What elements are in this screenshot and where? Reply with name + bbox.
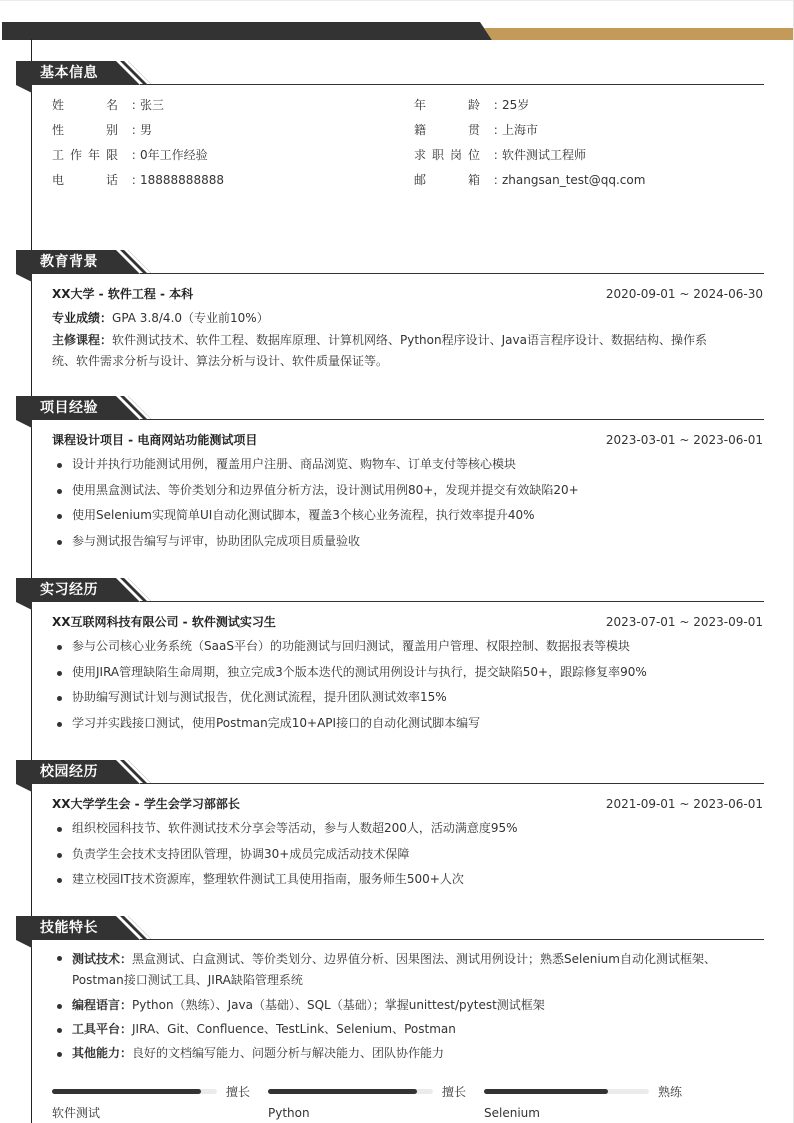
skill-bar-fill bbox=[268, 1089, 417, 1094]
section-rule bbox=[140, 84, 764, 85]
header-banner-gold bbox=[484, 28, 793, 40]
info-label-char: 姓 bbox=[52, 98, 65, 112]
section-fold bbox=[16, 274, 32, 282]
skill-level: 擅长 bbox=[226, 1085, 251, 1099]
info-row bbox=[414, 143, 714, 167]
info-label-char: 岗 bbox=[449, 148, 462, 162]
info-value: 18888888888 bbox=[140, 173, 224, 187]
skill-text: 黑盒测试、白盒测试、等价类划分、边界值分析、因果图法、测试用例设计；熟悉Selenium自动化测试框架、 bbox=[132, 952, 716, 966]
entry-date: 2023-03-01 ~ 2023-06-01 bbox=[605, 433, 763, 447]
list-item bbox=[52, 947, 763, 993]
list-item: 学习并实践接口测试，使用Postman完成10+API接口的自动化测试脚本编写 bbox=[52, 711, 763, 737]
section-title: 教育背景 bbox=[40, 254, 98, 270]
skill-text-2: Postman接口测试工具、JIRA缺陷管理系统 bbox=[72, 973, 303, 987]
list-item: 参与公司核心业务系统（SaaS平台）的功能测试与回归测试，覆盖用户管理、权限控制、数据报表等模块 bbox=[52, 634, 763, 660]
section-title: 项目经验 bbox=[40, 400, 98, 416]
info-label-char: 籍 bbox=[414, 123, 427, 137]
info-label-char: 话 bbox=[105, 173, 118, 187]
list-item bbox=[52, 1017, 763, 1041]
info-colon: ： bbox=[131, 173, 144, 187]
info-row bbox=[52, 168, 352, 192]
info-label-char: 年 bbox=[414, 98, 427, 112]
skill-name: Python bbox=[268, 1106, 310, 1120]
section-title: 实习经历 bbox=[40, 582, 98, 598]
skill-label: 工具平台： bbox=[72, 1022, 133, 1036]
list-item: 参与测试报告编写与评审，协助团队完成项目质量验收 bbox=[52, 529, 763, 555]
entry-title: 课程设计项目 - 电商网站功能测试项目 bbox=[52, 433, 258, 447]
section-header bbox=[0, 250, 794, 278]
info-label-char: 别 bbox=[105, 123, 118, 137]
section-fold bbox=[16, 85, 32, 93]
info-value: 男 bbox=[140, 123, 153, 137]
info-value: 上海市 bbox=[502, 123, 539, 137]
entry-title: XX大学 - 软件工程 - 本科 bbox=[52, 287, 194, 301]
section-fold bbox=[16, 420, 32, 428]
list-item: 使用黑盒测试法、等价类划分和边界值分析方法，设计测试用例80+，发现并提交有效缺陷20+ bbox=[52, 478, 763, 504]
skill-label: 编程语言： bbox=[72, 998, 133, 1012]
info-label-char: 工 bbox=[52, 148, 65, 162]
info-value: 25岁 bbox=[502, 98, 530, 112]
info-value: 张三 bbox=[140, 98, 165, 112]
list-item: 负责学生会技术支持团队管理，协调30+成员完成活动技术保障 bbox=[52, 842, 763, 868]
list-item bbox=[52, 1041, 763, 1065]
info-label bbox=[414, 93, 480, 117]
section-rule bbox=[140, 419, 764, 420]
info-label bbox=[52, 118, 118, 142]
section-campus bbox=[0, 760, 794, 893]
section-rule bbox=[140, 939, 764, 940]
section-internship bbox=[0, 578, 794, 736]
info-label-char: 性 bbox=[52, 123, 65, 137]
courses-line bbox=[52, 330, 763, 351]
info-row bbox=[414, 93, 714, 117]
info-label bbox=[52, 168, 118, 192]
info-colon: ： bbox=[493, 98, 506, 112]
info-row bbox=[52, 143, 352, 167]
info-colon: ： bbox=[131, 148, 144, 162]
section-skills bbox=[0, 916, 794, 1065]
info-label-char: 作 bbox=[69, 148, 82, 162]
courses-value-1: 软件测试技术、软件工程、数据库原理、计算机网络、Python程序设计、Java语言程序设计、数据结构、操作系 bbox=[112, 333, 707, 347]
section-title: 技能特长 bbox=[40, 920, 98, 936]
skills-list bbox=[52, 947, 763, 1065]
gpa-label: 专业成绩： bbox=[52, 311, 113, 325]
courses-label: 主修课程： bbox=[52, 333, 113, 347]
entry-date: 2020-09-01 ~ 2024-06-30 bbox=[605, 287, 763, 301]
entry-header bbox=[52, 610, 763, 634]
section-rule bbox=[140, 273, 764, 274]
skill-label: 测试技术： bbox=[72, 952, 133, 966]
info-label bbox=[52, 93, 118, 117]
info-row bbox=[52, 118, 352, 142]
section-header bbox=[0, 61, 794, 89]
info-value: zhangsan_test@qq.com bbox=[502, 173, 646, 187]
list-item: 建立校园IT技术资源库，整理软件测试工具使用指南，服务师生500+人次 bbox=[52, 867, 763, 893]
info-label-char: 限 bbox=[105, 148, 118, 162]
skill-bars bbox=[52, 1083, 712, 1123]
info-label bbox=[414, 168, 480, 192]
skill-bar-fill bbox=[484, 1089, 608, 1094]
info-label-char: 龄 bbox=[467, 98, 480, 112]
section-fold bbox=[16, 602, 32, 610]
skill-name: 软件测试 bbox=[52, 1106, 101, 1120]
section-project bbox=[0, 396, 794, 554]
info-label bbox=[414, 143, 480, 167]
skill-text: Python（熟练）、Java（基础）、SQL（基础）；掌握unittest/pytest测试框架 bbox=[132, 998, 545, 1012]
section-rule bbox=[140, 783, 764, 784]
section-title: 基本信息 bbox=[40, 65, 98, 81]
skill-bar-track bbox=[484, 1089, 649, 1094]
section-header bbox=[0, 760, 794, 788]
skill-text: 良好的文档编写能力、问题分析与解决能力、团队协作能力 bbox=[132, 1046, 445, 1060]
entry-header bbox=[52, 428, 763, 452]
info-label-char: 邮 bbox=[414, 173, 427, 187]
list-item bbox=[52, 993, 763, 1017]
list-item: 使用JIRA管理缺陷生命周期，独立完成3个版本迭代的测试用例设计与执行，提交缺陷50+，跟踪修复率90% bbox=[52, 660, 763, 686]
info-label-char: 年 bbox=[87, 148, 100, 162]
section-title: 校园经历 bbox=[40, 764, 98, 780]
section-basic-info bbox=[0, 61, 794, 197]
section-header bbox=[0, 578, 794, 606]
skill-bar-track bbox=[52, 1089, 217, 1094]
entry-date: 2021-09-01 ~ 2023-06-01 bbox=[605, 797, 763, 811]
info-label bbox=[52, 143, 118, 167]
info-value: 软件测试工程师 bbox=[502, 148, 587, 162]
info-colon: ： bbox=[493, 173, 506, 187]
gpa-line bbox=[52, 306, 763, 330]
basic-info-grid bbox=[52, 93, 763, 197]
list-item: 组织校园科技节、软件测试技术分享会等活动，参与人数超200人，活动满意度95% bbox=[52, 816, 763, 842]
section-header bbox=[0, 916, 794, 944]
info-label-char: 求 bbox=[414, 148, 427, 162]
info-colon: ： bbox=[131, 123, 144, 137]
skill-text: JIRA、Git、Confluence、TestLink、Selenium、Postman bbox=[132, 1022, 456, 1036]
info-row bbox=[414, 168, 714, 192]
info-row bbox=[52, 93, 352, 117]
skill-bar-track bbox=[268, 1089, 433, 1094]
entry-header bbox=[52, 792, 763, 816]
info-label-char: 贯 bbox=[467, 123, 480, 137]
entry-title: XX互联网科技有限公司 - 软件测试实习生 bbox=[52, 615, 276, 629]
skill-name: Selenium bbox=[484, 1106, 540, 1120]
info-value: 0年工作经验 bbox=[140, 148, 208, 162]
skill-label: 其他能力： bbox=[72, 1046, 133, 1060]
info-colon: ： bbox=[131, 98, 144, 112]
info-label-char: 职 bbox=[431, 148, 444, 162]
entry-header bbox=[52, 282, 763, 306]
info-colon: ： bbox=[493, 148, 506, 162]
bullet-list bbox=[52, 816, 763, 893]
section-header bbox=[0, 396, 794, 424]
info-colon: ： bbox=[493, 123, 506, 137]
info-row bbox=[414, 118, 714, 142]
entry-date: 2023-07-01 ~ 2023-09-01 bbox=[605, 615, 763, 629]
section-fold bbox=[16, 784, 32, 792]
info-label-char: 箱 bbox=[467, 173, 480, 187]
info-label-char: 位 bbox=[467, 148, 480, 162]
skill-bar-fill bbox=[52, 1089, 201, 1094]
list-item: 使用Selenium实现简单UI自动化测试脚本，覆盖3个核心业务流程，执行效率提升40% bbox=[52, 503, 763, 529]
info-label bbox=[414, 118, 480, 142]
section-education bbox=[0, 250, 794, 372]
skill-level: 熟练 bbox=[658, 1085, 683, 1099]
list-item: 设计并执行功能测试用例，覆盖用户注册、商品浏览、购物车、订单支付等核心模块 bbox=[52, 452, 763, 478]
gpa-value: GPA 3.8/4.0（专业前10%） bbox=[112, 311, 269, 325]
section-rule bbox=[140, 601, 764, 602]
info-label-char: 电 bbox=[52, 173, 65, 187]
bullet-list bbox=[52, 452, 763, 554]
header-banner-dark bbox=[2, 22, 492, 40]
entry-title: XX大学学生会 - 学生会学习部部长 bbox=[52, 797, 240, 811]
bullet-list bbox=[52, 634, 763, 736]
info-label-char: 名 bbox=[105, 98, 118, 112]
courses-line-2: 统、软件需求分析与设计、算法分析与设计、软件质量保证等。 bbox=[52, 354, 389, 368]
skill-level: 擅长 bbox=[442, 1085, 467, 1099]
list-item: 协助编写测试计划与测试报告，优化测试流程，提升团队测试效率15% bbox=[52, 685, 763, 711]
